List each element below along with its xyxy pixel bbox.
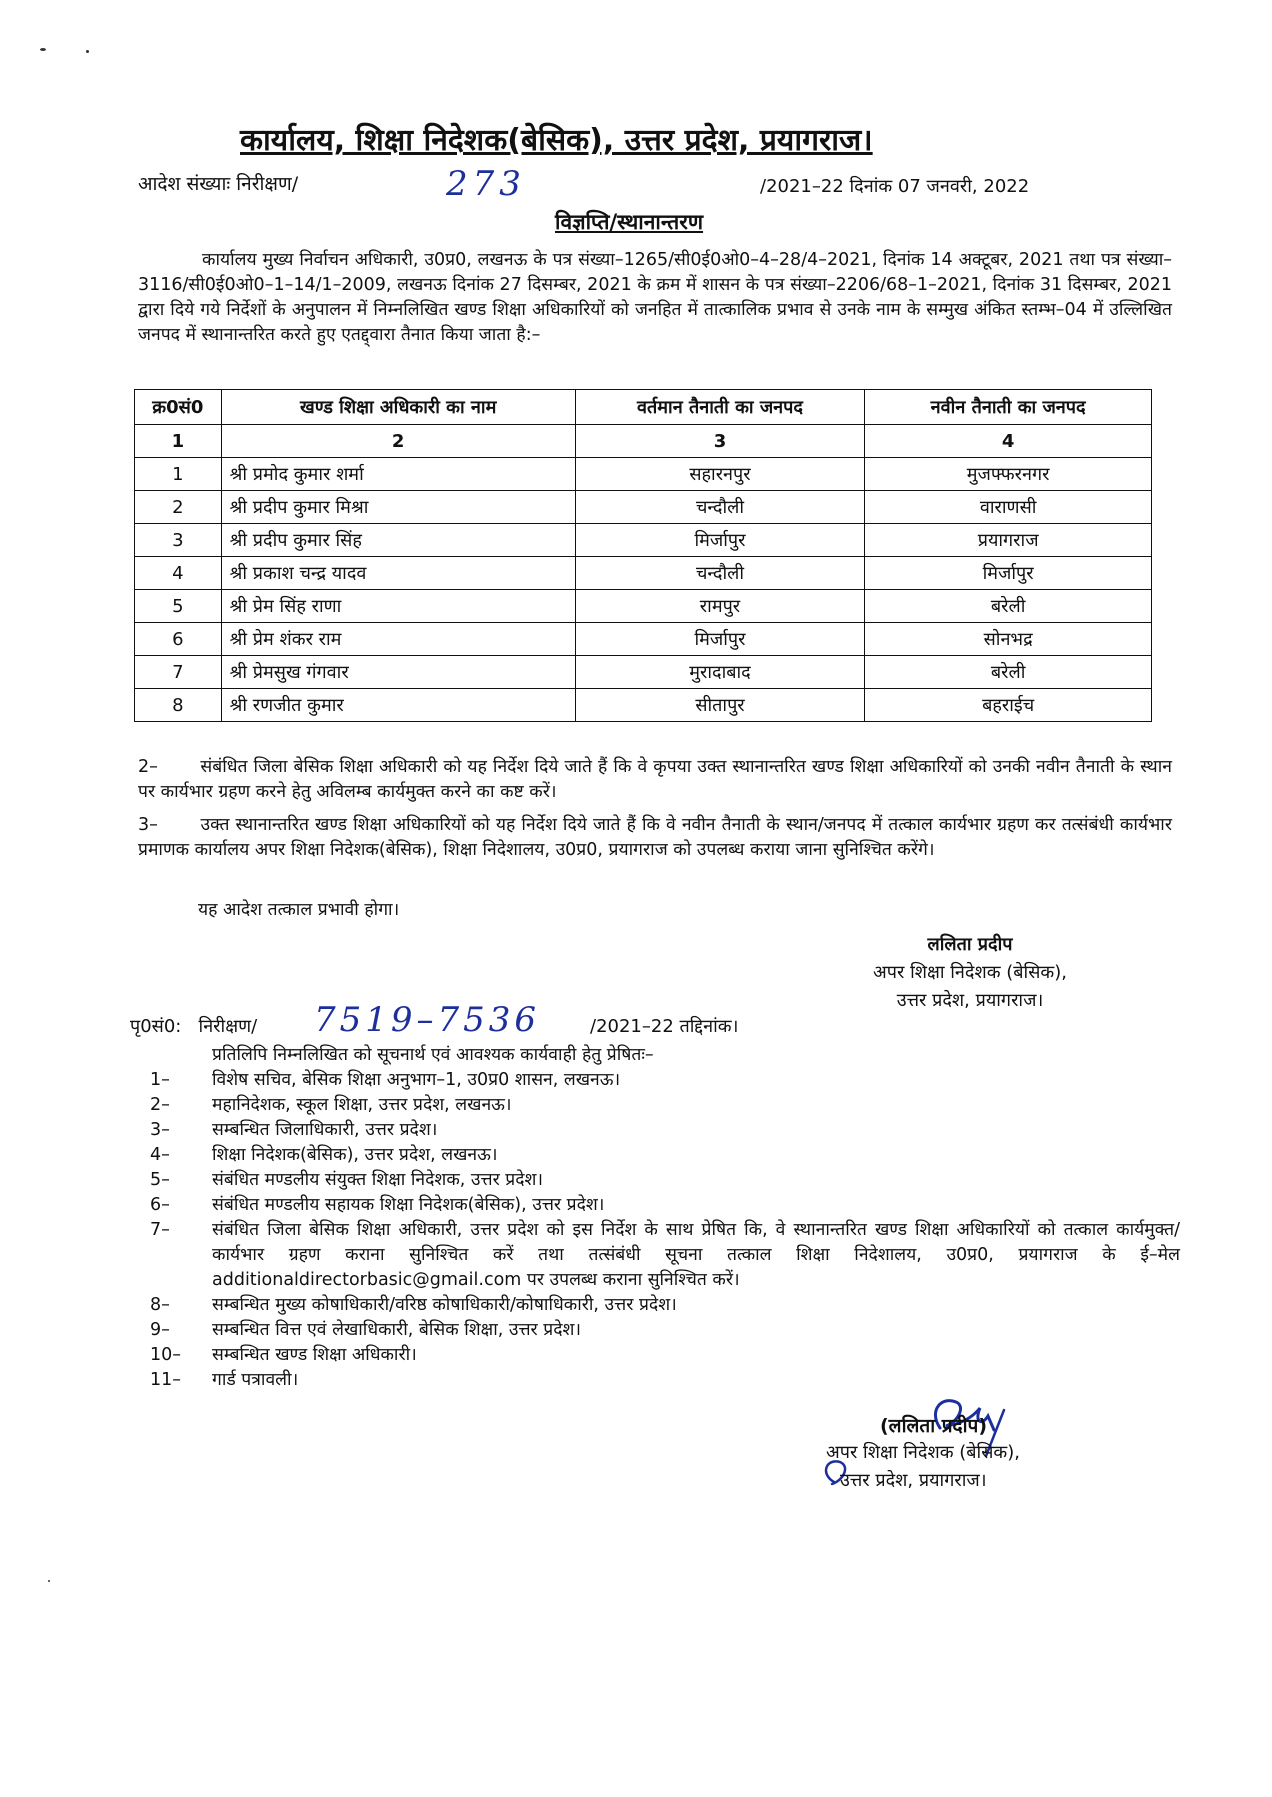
copy-to-item xyxy=(150,1218,1180,1293)
endorsement-number-handwritten: 7519–7536 xyxy=(314,1000,541,1040)
table-row xyxy=(135,689,1152,722)
new-district-cell: मिर्जापुर xyxy=(865,557,1152,590)
copy-to-item xyxy=(150,1068,1180,1093)
effective-immediately-note: यह आदेश तत्काल प्रभावी होगा। xyxy=(198,900,400,920)
table-header-row xyxy=(135,390,1152,425)
serial-cell: 5 xyxy=(135,590,222,623)
current-district-cell: सीतापुर xyxy=(575,689,865,722)
officer-name-cell: श्री प्रमोद कुमार शर्मा xyxy=(221,458,575,491)
endorsement-date: /2021–22 तद्दिनांक। xyxy=(590,1016,739,1037)
current-district-cell: रामपुर xyxy=(575,590,865,623)
signatory-designation: अपर शिक्षा निदेशक (बेसिक), xyxy=(873,962,1067,983)
office-heading: कार्यालय, शिक्षा निदेशक(बेसिक), उत्तर प्रदेश, प्रयागराज। xyxy=(240,123,873,158)
copy-to-item-text: गार्ड पत्रावली। xyxy=(212,1370,299,1390)
copy-to-item xyxy=(150,1118,1180,1143)
copy-to-item xyxy=(150,1168,1180,1193)
officer-name-cell: श्री प्रदीप कुमार मिश्रा xyxy=(221,491,575,524)
current-district-cell: चन्दौली xyxy=(575,491,865,524)
copy-to-item-text: सम्बन्धित वित्त एवं लेखाधिकारी, बेसिक शिक्षा, उत्तर प्रदेश। xyxy=(212,1320,582,1340)
order-date: /2021–22 दिनांक 07 जनवरी, 2022 xyxy=(760,176,1030,197)
table-body xyxy=(135,425,1152,722)
table-row xyxy=(135,557,1152,590)
copy-to-item xyxy=(150,1343,1180,1368)
officer-name-cell: श्री प्रेम सिंह राणा xyxy=(221,590,575,623)
officer-name-cell: श्री प्रदीप कुमार सिंह xyxy=(221,524,575,557)
copy-to-item xyxy=(150,1143,1180,1168)
officer-name-cell: श्री प्रेम शंकर राम xyxy=(221,623,575,656)
subject-title: विज्ञप्ति/स्थानान्तरण xyxy=(555,210,704,234)
order-number-handwritten: 273 xyxy=(446,164,526,204)
column-number: 4 xyxy=(865,425,1152,458)
copy-to-item-text: महानिदेशक, स्कूल शिक्षा, उत्तर प्रदेश, लखनऊ। xyxy=(212,1095,512,1115)
instruction-paragraph-2: 2– संबंधित जिला बेसिक शिक्षा अधिकारी को यह निर्देश दिये जाते हैं कि वे कृपया उक्त स्थानान्तरित खण्ड शिक्षा अधिकारियों को उनकी नवीन तैनाती के स्थान पर कार्यभार ग्रहण करने हेतु अविलम्ब कार्यमुक्त करने का कष्ट करें। xyxy=(138,757,1178,802)
copy-to-item-number: 8– xyxy=(150,1295,170,1315)
serial-cell: 7 xyxy=(135,656,222,689)
current-district-cell: मिर्जापुर xyxy=(575,623,865,656)
scan-speck xyxy=(86,50,89,53)
column-number-row xyxy=(135,425,1152,458)
intro-paragraph: कार्यालय मुख्य निर्वाचन अधिकारी, उ0प्र0, लखनऊ के पत्र संख्या–1265/सी0ई0ओ0–4–28/4–2021, दिनांक 14 अक्टूबर, 2021 तथा पत्र संख्या–3116/सी0ई0ओ0–1–14/1–2009, लखनऊ दिनांक 27 दिसम्बर, 2021 के क्रम में शासन के पत्र संख्या–2206/68–1–2021, दिनांक 31 दिसम्बर, 2021 द्वारा दिये गये निर्देशों के अनुपालन में निम्नलिखित खण्ड शिक्षा अधिकारियों को जनहित में तात्कालिक प्रभाव से उनके नाम के सम्मुख अंकित स्तम्भ–04 में उल्लिखित जनपद में स्थानान्तरित करते हुए एतद्द्वारा तैनात किया जाता है:– xyxy=(138,250,1172,345)
current-district-cell: सहारनपुर xyxy=(575,458,865,491)
copy-to-item-number: 5– xyxy=(150,1170,170,1190)
serial-cell: 1 xyxy=(135,458,222,491)
serial-cell: 6 xyxy=(135,623,222,656)
current-district-cell: मिर्जापुर xyxy=(575,524,865,557)
copy-to-item-number: 10– xyxy=(150,1345,182,1365)
order-number-label: आदेश संख्याः निरीक्षण/ xyxy=(138,173,299,195)
scan-speck xyxy=(40,48,46,51)
signatory2-name: (ललिता प्रदीप) xyxy=(880,1415,988,1437)
header-current-district: वर्तमान तैनाती का जनपद xyxy=(575,390,865,425)
table-row xyxy=(135,623,1152,656)
header-serial: क्र0सं0 xyxy=(135,390,222,425)
header-officer-name: खण्ड शिक्षा अधिकारी का नाम xyxy=(221,390,575,425)
serial-cell: 4 xyxy=(135,557,222,590)
new-district-cell: बहराईच xyxy=(865,689,1152,722)
copy-to-item xyxy=(150,1193,1180,1218)
copy-to-item-text: शिक्षा निदेशक(बेसिक), उत्तर प्रदेश, लखनऊ। xyxy=(212,1145,498,1165)
scan-speck xyxy=(48,1580,50,1582)
copy-to-item-number: 1– xyxy=(150,1070,170,1090)
new-district-cell: प्रयागराज xyxy=(865,524,1152,557)
column-number: 2 xyxy=(221,425,575,458)
signatory2-place: उत्तर प्रदेश, प्रयागराज। xyxy=(840,1470,987,1491)
copy-to-item-number: 6– xyxy=(150,1195,170,1215)
copy-to-item-number: 3– xyxy=(150,1120,170,1140)
current-district-cell: चन्दौली xyxy=(575,557,865,590)
column-number: 1 xyxy=(135,425,222,458)
signatory2-designation: अपर शिक्षा निदेशक (बेसिक), xyxy=(826,1442,1020,1463)
copy-to-item xyxy=(150,1093,1180,1118)
new-district-cell: बरेली xyxy=(865,590,1152,623)
copy-to-item-number: 2– xyxy=(150,1095,170,1115)
signatory-place: उत्तर प्रदेश, प्रयागराज। xyxy=(896,990,1044,1011)
copy-to-item-number: 11– xyxy=(150,1370,182,1390)
copy-to-item-text: संबंधित मण्डलीय संयुक्त शिक्षा निदेशक, उत्तर प्रदेश। xyxy=(212,1170,544,1190)
current-district-cell: मुरादाबाद xyxy=(575,656,865,689)
table-row xyxy=(135,491,1152,524)
officer-name-cell: श्री प्रकाश चन्द्र यादव xyxy=(221,557,575,590)
signatory-name: ललिता प्रदीप xyxy=(927,934,1013,955)
officer-name-cell: श्री प्रेमसुख गंगवार xyxy=(221,656,575,689)
copy-to-item-number: 9– xyxy=(150,1320,170,1340)
copy-to-item xyxy=(150,1318,1180,1343)
table-row xyxy=(135,458,1152,491)
table-row xyxy=(135,524,1152,557)
table-row xyxy=(135,656,1152,689)
officer-name-cell: श्री रणजीत कुमार xyxy=(221,689,575,722)
new-district-cell: वाराणसी xyxy=(865,491,1152,524)
new-district-cell: बरेली xyxy=(865,656,1152,689)
copy-to-item-number: 4– xyxy=(150,1145,170,1165)
serial-cell: 2 xyxy=(135,491,222,524)
serial-cell: 8 xyxy=(135,689,222,722)
copy-to-item-text: संबंधित मण्डलीय सहायक शिक्षा निदेशक(बेसिक), उत्तर प्रदेश। xyxy=(212,1195,605,1215)
copy-to-item-text: सम्बन्धित जिलाधिकारी, उत्तर प्रदेश। xyxy=(212,1120,438,1140)
copy-to-item-number: 7– xyxy=(150,1220,170,1240)
copy-to-item-text: सम्बन्धित खण्ड शिक्षा अधिकारी। xyxy=(212,1345,417,1365)
endorsement-label: पृ0सं0: निरीक्षण/ xyxy=(130,1016,258,1037)
new-district-cell: मुजफ्फरनगर xyxy=(865,458,1152,491)
copy-to-intro: प्रतिलिपि निम्नलिखित को सूचनार्थ एवं आवश्यक कार्यवाही हेतु प्रेषितः– xyxy=(212,1045,654,1065)
serial-cell: 3 xyxy=(135,524,222,557)
instruction-paragraph-3: 3– उक्त स्थानान्तरित खण्ड शिक्षा अधिकारियों को यह निर्देश दिये जाते हैं कि वे नवीन तैनाती के स्थान/जनपद में तत्काल कार्यभार ग्रहण कर तत्संबंधी कार्यभार प्रमाणक कार्यालय अपर शिक्षा निदेशक(बेसिक), शिक्षा निदेशालय, उ0प्र0, प्रयागराज को उपलब्ध कराया जाना सुनिश्चित करेंगे। xyxy=(138,815,1178,860)
copy-to-item-text: विशेष सचिव, बेसिक शिक्षा अनुभाग–1, उ0प्र0 शासन, लखनऊ। xyxy=(212,1070,621,1090)
transfer-table xyxy=(134,389,1152,722)
new-district-cell: सोनभद्र xyxy=(865,623,1152,656)
copy-to-item-text: संबंधित जिला बेसिक शिक्षा अधिकारी, उत्तर प्रदेश को इस निर्देश के साथ प्रेषित कि, वे स्थानान्तरित खण्ड शिक्षा अधिकारियों को तत्काल कार्यमुक्त/कार्यभार ग्रहण कराना सुनिश्चित करें तथा तत्संबंधी सूचना तत्काल शिक्षा निदेशालय, उ0प्र0, प्रयागराज के ई–मेल additionaldirectorbasic@gmail.com पर उपलब्ध कराना सुनिश्चित करें। xyxy=(212,1220,1180,1290)
copy-to-item-text: सम्बन्धित मुख्य कोषाधिकारी/वरिष्ठ कोषाधिकारी/कोषाधिकारी, उत्तर प्रदेश। xyxy=(212,1295,677,1315)
copy-to-list xyxy=(150,1068,1180,1393)
copy-to-item xyxy=(150,1293,1180,1318)
column-number: 3 xyxy=(575,425,865,458)
table-row xyxy=(135,590,1152,623)
header-new-district: नवीन तैनाती का जनपद xyxy=(865,390,1152,425)
